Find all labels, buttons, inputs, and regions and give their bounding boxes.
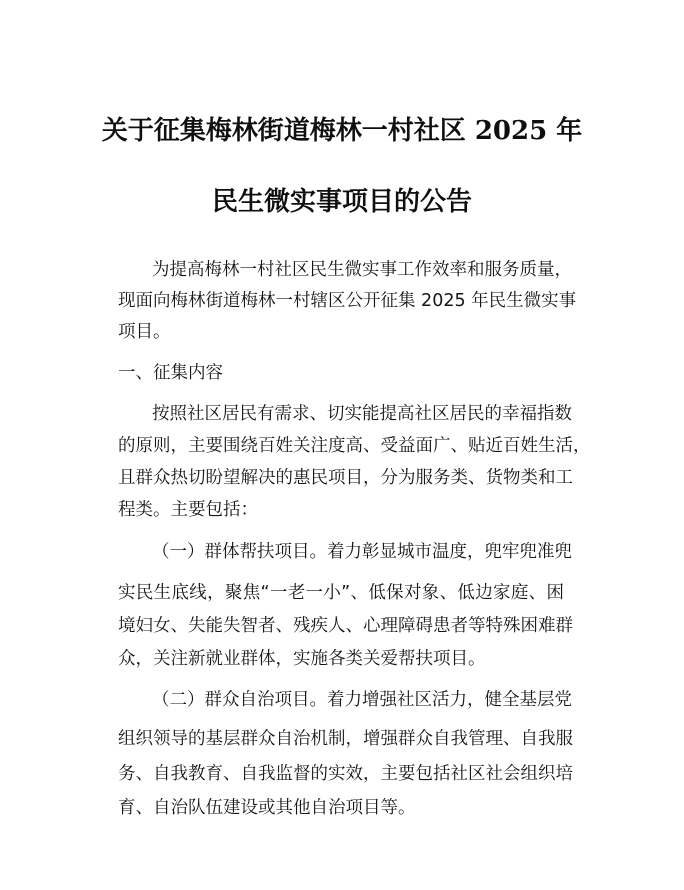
section1-line: 且群众热切盼望解决的惠民项目，分为服务类、货物类和工: [118, 468, 573, 488]
intro-line: 项目。: [118, 322, 171, 342]
item2-line: 务、自我教育、自我监督的实效，主要包括社区社会组织培: [118, 764, 573, 784]
item1-line: 实民生底线，聚焦“一老一小”、低保对象、低边家庭、困: [118, 583, 564, 603]
item1-line: 境妇女、失能失智者、残疾人、心理障碍患者等特殊困难群: [118, 616, 573, 636]
section1-line: 的原则，主要围绕百姓关注度高、受益面广、贴近百姓生活，: [118, 436, 591, 456]
section-heading: 一、征集内容: [118, 363, 223, 383]
intro-line: 现面向梅林街道梅林一村辖区公开征集 2025 年民生微实事: [118, 291, 577, 311]
section1-line: 程类。主要包括：: [118, 500, 258, 520]
item2-line: （二）群众自治项目。着力增强社区活力，健全基层党: [152, 690, 572, 710]
document-title-line-2: 民生微实事项目的公告: [211, 187, 472, 217]
item1-line: 众，关注新就业群体，实施各类关爱帮扶项目。: [118, 649, 486, 669]
item1-line: （一）群体帮扶项目。着力彰显城市温度，兜牢兜准兜: [152, 542, 572, 562]
document-title-line-1: 关于征集梅林街道梅林一村社区 2025 年: [101, 116, 583, 146]
item2-line: 组织领导的基层群众自治机制，增强群众自我管理、自我服: [118, 729, 573, 749]
item2-line: 育、自治队伍建设或其他自治项目等。: [118, 798, 416, 818]
section1-line: 按照社区居民有需求、切实能提高社区居民的幸福指数: [152, 404, 572, 424]
intro-line: 为提高梅林一村社区民生微实事工作效率和服务质量，: [152, 260, 572, 280]
